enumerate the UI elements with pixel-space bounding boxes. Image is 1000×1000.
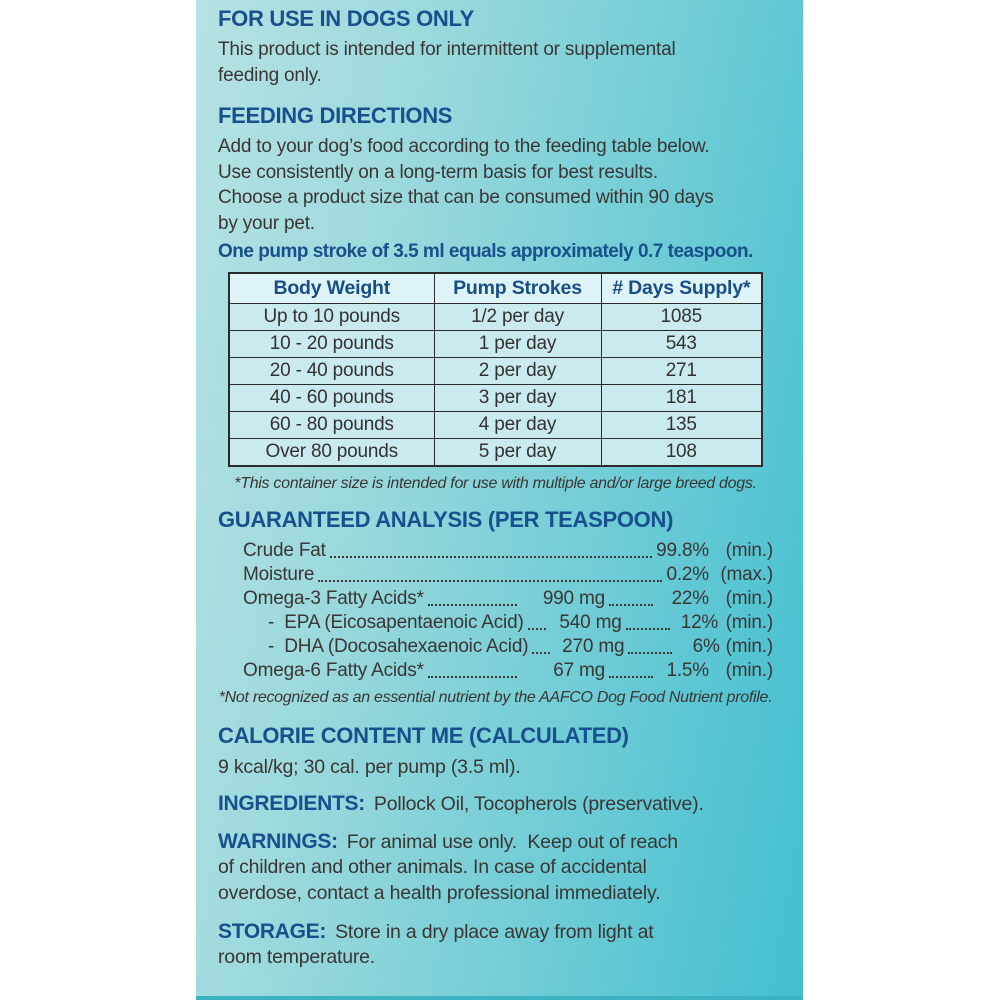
storage-text-line: room temperature. xyxy=(218,946,375,968)
analysis-row-epa xyxy=(243,611,773,635)
table-cell: 20 - 40 pounds xyxy=(229,358,434,385)
storage-text-line: Store in a dry place away from light at xyxy=(335,921,654,943)
text-line: Add to your dog’s food according to the feeding table below. xyxy=(218,136,710,157)
analysis-label: Omega-6 Fatty Acids* xyxy=(243,660,424,681)
analysis-note: (max.) xyxy=(720,564,773,585)
analysis-row-dha xyxy=(243,635,773,659)
analysis-note: (min.) xyxy=(725,588,773,609)
dot-leader xyxy=(428,604,517,606)
dot-leader xyxy=(628,652,672,654)
table-cell: Up to 10 pounds xyxy=(229,304,434,331)
dot-leader xyxy=(428,676,517,678)
table-cell: 2 per day xyxy=(434,358,601,385)
table-row xyxy=(229,439,762,467)
analysis-note: (min.) xyxy=(725,612,773,633)
table-cell: 1 per day xyxy=(434,331,601,358)
text-line: Use consistently on a long-term basis for best results. xyxy=(218,161,658,183)
column-header-pump-strokes: Pump Strokes xyxy=(434,273,601,304)
text-line: This product is intended for intermittent or supplemental xyxy=(218,39,676,60)
analysis-note: (min.) xyxy=(725,540,773,561)
section-title-guaranteed-analysis: GUARANTEED ANALYSIS (PER TEASPOON) xyxy=(218,507,674,532)
text-line: feeding only. xyxy=(218,64,322,86)
dot-leader xyxy=(330,556,652,558)
feeding-directions-paragraph xyxy=(218,134,773,236)
text-line: Choose a product size that can be consumed within 90 days xyxy=(218,187,714,208)
text-line: by your pet. xyxy=(218,212,315,234)
ingredients-section xyxy=(218,792,773,816)
analysis-percent: 0.2% xyxy=(666,564,709,585)
analysis-amount: 270 mg xyxy=(562,636,625,657)
table-footnote: *This container size is intended for use with multiple and/or large breed dogs. xyxy=(234,475,757,492)
table-cell: 40 - 60 pounds xyxy=(229,385,434,412)
analysis-label: Crude Fat xyxy=(243,540,326,561)
column-header-days-supply: # Days Supply* xyxy=(601,273,762,304)
table-cell: 4 per day xyxy=(434,412,601,439)
section-title-feeding-directions: FEEDING DIRECTIONS xyxy=(218,103,453,128)
analysis-label: - EPA (Eicosapentaenoic Acid) xyxy=(268,612,524,633)
table-row xyxy=(229,304,762,331)
table-cell: 543 xyxy=(601,331,762,358)
ingredients-text: Pollock Oil, Tocopherols (preservative). xyxy=(373,793,704,815)
table-cell: 181 xyxy=(601,385,762,412)
analysis-row-omega-3 xyxy=(243,587,773,611)
table-row xyxy=(229,358,762,385)
analysis-note: (min.) xyxy=(725,636,773,657)
table-row xyxy=(229,412,762,439)
table-cell: 271 xyxy=(601,358,762,385)
label-content xyxy=(196,0,803,970)
analysis-label: Moisture xyxy=(243,564,315,585)
analysis-amount: 67 mg xyxy=(553,660,605,681)
guaranteed-analysis-rows xyxy=(243,539,773,683)
feeding-table xyxy=(228,272,763,467)
analysis-amount: 540 mg xyxy=(559,612,622,633)
ingredients-label: INGREDIENTS: xyxy=(218,792,365,815)
dot-leader xyxy=(532,652,550,654)
table-cell: 60 - 80 pounds xyxy=(229,412,434,439)
section-title-for-use-in-dogs-only: FOR USE IN DOGS ONLY xyxy=(218,6,475,31)
analysis-percent: 22% xyxy=(671,588,709,609)
warnings-text-line: overdose, contact a health professional immediately. xyxy=(218,882,661,904)
storage-first-line xyxy=(218,920,773,944)
dot-leader xyxy=(528,628,546,630)
analysis-amount: 990 mg xyxy=(542,588,605,609)
storage-label: STORAGE: xyxy=(218,920,327,943)
table-cell: Over 80 pounds xyxy=(229,439,434,467)
warnings-text-line: For animal use only. Keep out of reach xyxy=(346,831,678,853)
analysis-percent: 6% xyxy=(692,636,720,657)
analysis-label: Omega-3 Fatty Acids* xyxy=(243,588,424,609)
table-cell: 1/2 per day xyxy=(434,304,601,331)
analysis-percent: 99.8% xyxy=(656,540,709,561)
dot-leader xyxy=(318,580,662,582)
table-cell: 1085 xyxy=(601,304,762,331)
warnings-first-line xyxy=(218,830,773,854)
analysis-row-omega-6 xyxy=(243,659,773,683)
table-row xyxy=(229,331,762,358)
warnings-text-line: of children and other animals. In case of accidental xyxy=(218,856,647,878)
dot-leader xyxy=(609,604,653,606)
intended-use-paragraph xyxy=(218,37,773,88)
dot-leader xyxy=(626,628,670,630)
analysis-footnote: *Not recognized as an essential nutrient by the AAFCO Dog Food Nutrient profile. xyxy=(218,689,773,706)
warnings-section xyxy=(218,830,773,906)
table-cell: 10 - 20 pounds xyxy=(229,331,434,358)
calorie-content-value: 9 kcal/kg; 30 cal. per pump (3.5 ml). xyxy=(218,756,521,778)
table-row xyxy=(229,385,762,412)
analysis-row-moisture xyxy=(243,563,773,587)
warnings-label: WARNINGS: xyxy=(218,830,338,853)
analysis-note: (min.) xyxy=(725,660,773,681)
column-header-body-weight: Body Weight xyxy=(229,273,434,304)
analysis-row-crude-fat xyxy=(243,539,773,563)
storage-section xyxy=(218,920,773,970)
table-cell: 5 per day xyxy=(434,439,601,467)
analysis-label: - DHA (Docosahexaenoic Acid) xyxy=(268,636,529,657)
analysis-percent: 12% xyxy=(680,612,719,633)
table-cell: 108 xyxy=(601,439,762,467)
section-title-calorie-content: CALORIE CONTENT ME (CALCULATED) xyxy=(218,723,629,748)
pump-stroke-note: One pump stroke of 3.5 ml equals approximately 0.7 teaspoon. xyxy=(218,241,753,262)
table-cell: 135 xyxy=(601,412,762,439)
table-cell: 3 per day xyxy=(434,385,601,412)
table-header-row xyxy=(229,273,762,304)
analysis-percent: 1.5% xyxy=(666,660,709,681)
dot-leader xyxy=(609,676,653,678)
product-label-panel xyxy=(196,0,803,1000)
